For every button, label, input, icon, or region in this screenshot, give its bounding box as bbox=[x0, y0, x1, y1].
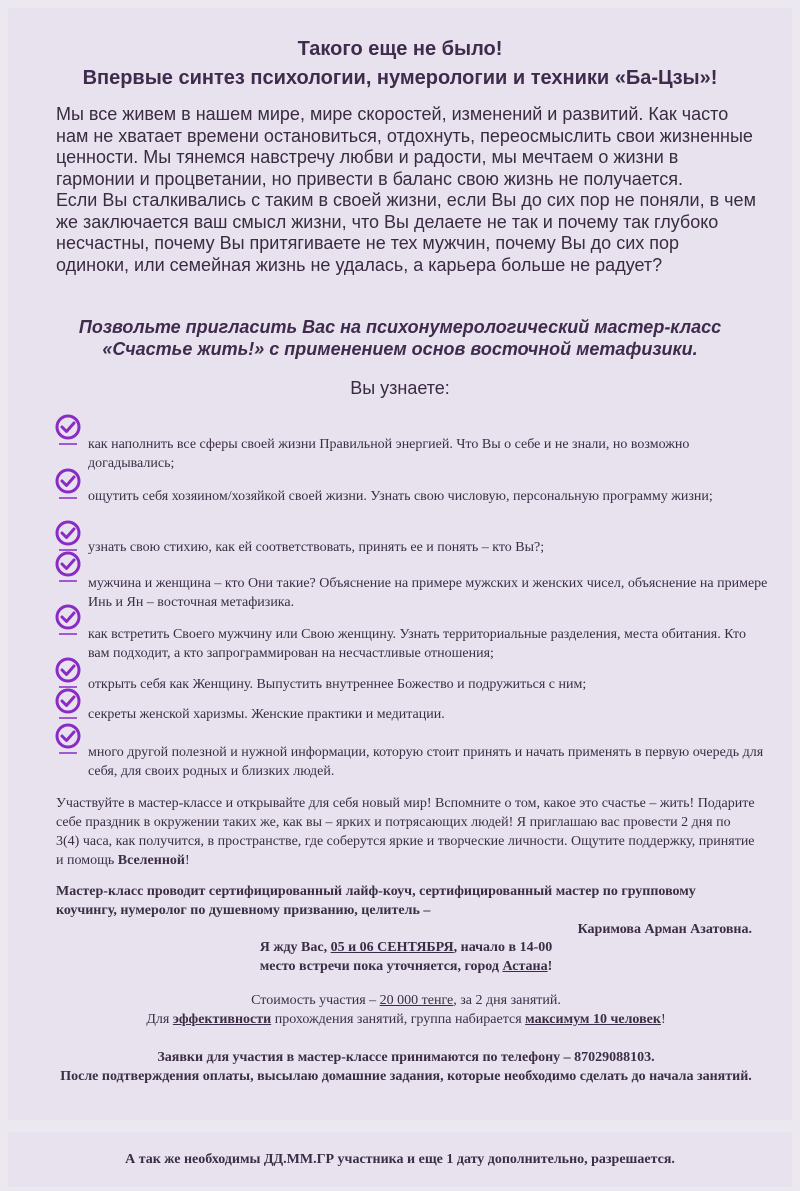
price-info bbox=[56, 991, 756, 1029]
price-suffix: , за 2 дня занятий. bbox=[453, 993, 561, 1008]
applications-line-2: После подтверждения оплаты, высылаю домашние задания, которые необходимо сделать до начала занятий. bbox=[60, 1069, 752, 1084]
footer-prefix: А так же необходимы ДД.ММ.ГР участника и еще bbox=[125, 1152, 447, 1167]
universe-word: Вселенной bbox=[117, 853, 185, 868]
list-item-text: много другой полезной и нужной информации, которую стоит принять и начать применять в первую очередь для себя, для своих родных и близких людей. bbox=[88, 745, 764, 779]
invitation bbox=[8, 316, 792, 360]
meeting-prefix: Я жду Вас, bbox=[259, 940, 331, 955]
headline: Такого еще не было! bbox=[297, 38, 503, 60]
check-circle-icon bbox=[54, 413, 84, 447]
host-name: Каримова Арман Азатовна. bbox=[577, 922, 752, 937]
meeting-city: Астана bbox=[502, 959, 548, 974]
effectiveness-word: эффективности bbox=[172, 1012, 272, 1027]
footer-suffix: дату дополнительно, разрешается. bbox=[453, 1152, 675, 1167]
learn-heading: Вы узнаете: bbox=[350, 378, 450, 398]
footer-card bbox=[8, 1132, 792, 1187]
host-description: Мастер-класс проводит сертифицированный лайф-коуч, сертифицированный мастер по групповому коучингу, нумеролог по душевному призванию, целитель – bbox=[56, 884, 696, 918]
group-middle: прохождения занятий, группа набирается bbox=[271, 1012, 526, 1027]
check-circle-icon bbox=[54, 687, 84, 721]
footer-note bbox=[8, 1152, 792, 1168]
invitation-line-1: Позвольте пригласить Вас на психонумерологический мастер-класс bbox=[78, 317, 722, 337]
applications-line-1: Заявки для участия в мастер-классе принимаются по телефону – 87029088103. bbox=[157, 1050, 655, 1065]
check-circle-icon bbox=[54, 550, 84, 584]
meeting-time: 14-00 bbox=[519, 940, 553, 955]
participate-end: ! bbox=[184, 853, 190, 868]
meeting-line-1 bbox=[56, 938, 756, 957]
group-end: ! bbox=[660, 1012, 666, 1027]
list-item-text: ощутить себя хозяином/хозяйкой своей жизни. Узнать свою числовую, персональную программу жизни; bbox=[88, 489, 713, 504]
intro-paragraph-1: Мы все живем в нашем мире, мире скоростей, изменений и развитий. Как часто нам не хватает времени остановиться, отдохнуть, переосмыслить свои жизненные ценности. Мы тянемся навстречу любви и радости, мы мечтаем о жизни в гармонии и процветании, но привести в баланс свою жизнь не получается. bbox=[56, 104, 753, 189]
check-circle-icon bbox=[54, 656, 84, 690]
check-circle-icon bbox=[54, 603, 84, 637]
intro-text bbox=[56, 104, 756, 276]
check-circle-icon bbox=[54, 467, 84, 501]
applications-info bbox=[56, 1048, 756, 1086]
list-item-text: как наполнить все сферы своей жизни Правильной энергией. Что Вы о себе и не знали, но возможно догадывались; bbox=[88, 437, 690, 471]
meeting-middle: , начало в bbox=[453, 940, 520, 955]
list-item-text: открыть себя как Женщину. Выпустить внутреннее Божество и подружиться с ним; bbox=[88, 677, 587, 692]
group-prefix: Для bbox=[146, 1012, 173, 1027]
price-prefix: Стоимость участия – bbox=[251, 993, 380, 1008]
host-paragraph bbox=[56, 882, 756, 939]
list-item-text: как встретить Своего мужчину или Свою женщину. Узнать территориальные разделения, места обитания. Кто вам подходит, а кто запрограммирован на несчастливые отношения; bbox=[88, 627, 746, 661]
participate-text: Участвуйте в мастер-классе и открывайте для себя новый мир! Вспомните о том, какое это счастье – жить! Подарите себе праздник в окружении таких же, как вы – ярких и потрясающих людей! Я приглашаю вас провести 2 дня по 3(4) часа, как получится, в пространстве, где соберутся яркие и творческие личности. Ощутите поддержку, принятие и помощь bbox=[56, 796, 755, 868]
intro-paragraph-2: Если Вы сталкивались с таким в своей жизни, если Вы до сих пор не поняли, в чем же заключается ваш смысл жизни, что Вы делаете не так и почему так глубоко несчастны, почему Вы притягиваете не тех мужчин, почему Вы до сих пор одиноки, или семейная жизнь не удалась, а карьера больше не радует? bbox=[56, 190, 756, 275]
footer-number: 1 bbox=[446, 1152, 454, 1167]
participate-paragraph bbox=[56, 794, 756, 870]
check-circle-icon bbox=[54, 519, 84, 553]
list-item-text: узнать свою стихию, как ей соответствовать, принять ее и понять – кто Вы?; bbox=[88, 540, 545, 555]
invitation-line-2: «Счастье жить!» с применением основ восточной метафизики. bbox=[102, 339, 698, 359]
list-item-text: мужчина и женщина – кто Они такие? Объяснение на примере мужских и женских чисел, объяснение на примере Инь и Ян – восточная метафизика. bbox=[88, 576, 768, 610]
main-card bbox=[8, 8, 792, 1120]
price-amount: 20 000 тенге bbox=[379, 993, 454, 1008]
group-max: максимум 10 человек bbox=[525, 1012, 661, 1027]
price-line-2 bbox=[56, 1010, 756, 1029]
meeting-info bbox=[56, 938, 756, 976]
meeting-dates: 05 и 06 СЕНТЯБРЯ bbox=[330, 940, 454, 955]
meeting-place: место встречи пока уточняется, город bbox=[259, 959, 503, 974]
price-line-1 bbox=[56, 991, 756, 1010]
meeting-end: ! bbox=[547, 959, 553, 974]
meeting-line-2 bbox=[56, 957, 756, 976]
list-item-text: секреты женской харизмы. Женские практики и медитации. bbox=[88, 707, 445, 722]
subheadline: Впервые синтез психологии, нумерологии и техники «Ба-Цзы»! bbox=[82, 67, 718, 89]
check-circle-icon bbox=[54, 722, 84, 756]
